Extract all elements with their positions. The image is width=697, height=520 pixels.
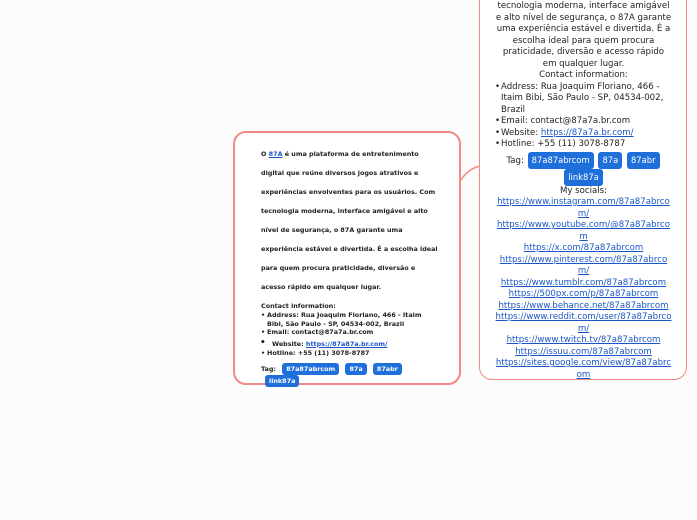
topic-node-left[interactable]	[233, 131, 461, 385]
email-text: Email: contact@87a7a.br.com	[267, 328, 374, 336]
tag-87abr[interactable]: 87abr	[373, 363, 402, 375]
social-link-pinterest[interactable]: https://www.pinterest.com/87a87abrcom/	[499, 254, 668, 276]
website-item	[495, 128, 672, 140]
tag-label: Tag:	[261, 365, 276, 373]
hotline-item	[495, 139, 672, 151]
intro-text-start: O	[261, 150, 269, 158]
topic-node-right[interactable]	[479, 0, 687, 380]
social-link-google-sites[interactable]: https://sites.google.com/view/87a87abrcom	[495, 358, 672, 380]
social-link-x[interactable]: https://x.com/87a87abrcom	[523, 243, 644, 253]
hotline-text: Hotline: +55 (11) 3078-8787	[267, 348, 370, 357]
bullet-icon: •	[261, 311, 266, 319]
hotline-item	[261, 349, 439, 358]
website-link[interactable]: https://87a87a.br.com/	[305, 339, 388, 348]
social-link-500px[interactable]: https://500px.com/p/87a87abrcom	[508, 289, 659, 299]
intro-paragraph: tecnologia moderna, interface amigável e alto nível de segurança, o 87A garante uma experiência estável e divertida. É a escolha ideal para quem procura praticidade, diversão e acesso rápido em qualquer lugar.	[495, 1, 672, 69]
address-text: Address: Rua Joaquim Floriano, 466 - Itaim Bibi, São Paulo - SP, 04534-002, Brazil	[267, 311, 422, 328]
social-link-youtube[interactable]: https://www.youtube.com/@87a87abrcom	[497, 220, 670, 242]
tag-87abr[interactable]: 87abr	[627, 152, 660, 169]
bullet-icon: •	[495, 139, 501, 149]
social-link-behance[interactable]: https://www.behance.net/87a87abrcom	[498, 300, 669, 311]
bullet-icon: •	[261, 348, 266, 357]
website-label: Website:	[501, 127, 539, 138]
tag-87a[interactable]: 87a	[598, 152, 622, 169]
social-link-instagram[interactable]: https://www.instagram.com/87a87abrcom/	[497, 197, 670, 219]
address-item	[495, 82, 672, 117]
website-item	[260, 337, 439, 349]
node-content	[261, 145, 439, 387]
tag-label: Tag:	[506, 155, 524, 166]
website-link[interactable]: https://87a7a.br.com/	[540, 127, 634, 138]
address-text: Address: Rua Joaquim Floriano, 466 - Itaim Bibi, São Paulo - SP, 04534-002, Brazil	[501, 81, 664, 115]
bullet-icon: •	[495, 116, 501, 126]
intro-paragraph	[261, 145, 439, 297]
social-link-tumblr[interactable]: https://www.tumblr.com/87a87abrcom	[500, 277, 667, 288]
bullet-icon: •	[495, 127, 501, 138]
bullet-icon: •	[260, 337, 266, 348]
contact-heading: Contact information:	[261, 302, 336, 310]
tag-87a[interactable]: 87a	[345, 363, 366, 375]
tag-link87a[interactable]: link87a	[265, 375, 299, 387]
bullet-icon: •	[261, 328, 266, 336]
tag-list	[495, 152, 672, 186]
social-links	[495, 197, 672, 381]
tag-link87a[interactable]: link87a	[564, 169, 603, 186]
tag-87a87abrcom[interactable]: 87a87abrcom	[282, 363, 339, 375]
node-content	[495, 1, 672, 381]
email-item	[261, 328, 439, 337]
email-item	[495, 116, 672, 128]
hotline-text: Hotline: +55 (11) 3078-8787	[501, 139, 626, 149]
contact-heading: Contact information:	[539, 70, 628, 80]
intro-text-rest: é uma plataforma de entretenimento digital que reúne diversos jogos atrativos e experiências envolventes para os usuários. Com tecnologia moderna, interface amigável e alto nível de segurança, o 87A garante uma experiência estável e divertida. É a escolha ideal para quem procura praticidade, diversão e acesso rápido em qualquer lugar.	[261, 150, 438, 291]
social-link-reddit[interactable]: https://www.reddit.com/user/87a87abrcom/	[495, 312, 672, 334]
tag-87a87abrcom[interactable]: 87a87abrcom	[528, 152, 594, 169]
tag-list	[261, 363, 439, 387]
brand-link[interactable]: 87A	[268, 150, 283, 158]
social-link-twitch[interactable]: https://www.twitch.tv/87a87abrcom	[506, 335, 661, 345]
email-text: Email: contact@87a7a.br.com	[501, 116, 631, 126]
socials-heading: My socials:	[559, 185, 608, 196]
bullet-icon: •	[495, 81, 501, 92]
address-item	[261, 311, 439, 328]
social-link-issuu[interactable]: https://issuu.com/87a87abrcom	[515, 346, 652, 357]
website-label: Website:	[272, 339, 304, 348]
